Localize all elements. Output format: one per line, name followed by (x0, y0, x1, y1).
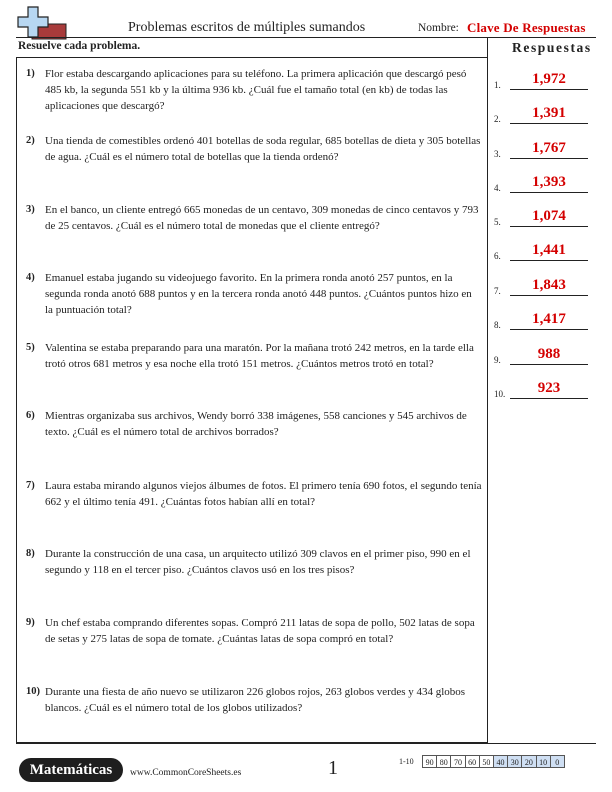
problem-number: 2) (26, 135, 35, 146)
problem-text: En el banco, un cliente entregó 665 monedas de un centavo, 309 monedas de cinco centavos y 793 de 25 centavos. ¿Cuál es el número total de monedas que el cliente entregó? (45, 204, 479, 232)
answer-value: 988 (537, 346, 561, 362)
problem-text: Durante una fiesta de año nuevo se utilizaron 226 globos rojos, 263 globos verdes y 434 globos blancos. ¿Cuál es el número total de los globos utilizados? (45, 686, 466, 714)
answer-number: 6. (494, 251, 501, 261)
problem-number: 1) (26, 68, 35, 79)
problem-number: 10) (26, 686, 40, 697)
answer-row-7 (494, 276, 594, 296)
problem-number: 9) (26, 617, 35, 628)
answers-header: Respuestas (512, 40, 592, 55)
answer-row-8 (494, 310, 594, 330)
subject-badge: Matemáticas (19, 758, 123, 782)
website-text: www.CommonCoreSheets.es (130, 768, 242, 778)
problem-text: Valentina se estaba preparando para una maratón. Por la mañana trotó 242 metros, en la tarde ella trotó otros 681 metros y esa noche ella trotó 151 metros. ¿Cuántos metros trotó en total? (45, 342, 474, 370)
score-cell: 30 (507, 755, 522, 768)
answer-value: 1,393 (532, 174, 566, 190)
problem-number: 8) (26, 548, 35, 559)
score-cell: 70 (450, 755, 465, 768)
score-cell: 60 (465, 755, 480, 768)
answer-line (510, 192, 588, 193)
answer-value: 1,441 (532, 242, 566, 258)
answer-row-1 (494, 70, 594, 90)
answer-number: 4. (494, 183, 501, 193)
answer-number: 8. (494, 320, 501, 330)
answer-line (510, 398, 588, 399)
score-cell: 50 (479, 755, 494, 768)
score-cell: 40 (493, 755, 508, 768)
answer-row-10 (494, 379, 594, 399)
answer-value: 1,843 (532, 277, 566, 293)
answer-value: 923 (537, 380, 561, 396)
answer-line (510, 295, 588, 296)
problem-text: Flor estaba descargando aplicaciones para su teléfono. La primera aplicación que descargó pesó 485 kb, la segunda 551 kb y la última 936 kb. ¿Cuál fue el tamaño total (en kb) de todas las aplicaciones que descargó? (45, 68, 467, 112)
answer-number: 1. (494, 80, 501, 90)
answer-row-6 (494, 241, 594, 261)
problem-number: 7) (26, 480, 35, 491)
answer-number: 3. (494, 149, 501, 159)
problem-text: Durante la construcción de una casa, un arquitecto utilizó 309 clavos en el primer piso, 990 en el segundo y 118 en el tercer piso. ¿Cuántos clavos usó en los tres pisos? (45, 548, 471, 576)
answer-value: 1,972 (532, 71, 566, 87)
score-cell: 20 (521, 755, 536, 768)
answer-line (510, 123, 588, 124)
answer-row-2 (494, 104, 594, 124)
answer-line (510, 158, 588, 159)
score-cell: 0 (550, 755, 565, 768)
name-value: Clave De Respuestas (467, 20, 586, 35)
answer-value: 1,074 (532, 208, 566, 224)
score-cell: 80 (436, 755, 451, 768)
problem-text: Mientras organizaba sus archivos, Wendy borró 338 imágenes, 558 canciones y 545 archivos de texto. ¿Cuál es el número total de archivos borrados? (45, 410, 467, 438)
problem-text: Una tienda de comestibles ordenó 401 botellas de soda regular, 685 botellas de dieta y 305 botellas de agua. ¿Cuál es el número total de botellas que la tienda ordenó? (45, 135, 481, 163)
problem-number: 3) (26, 204, 35, 215)
score-cell: 90 (422, 755, 437, 768)
answer-row-9 (494, 345, 594, 365)
worksheet-title: Problemas escritos de múltiples sumandos (128, 20, 366, 35)
answer-value: 1,417 (532, 311, 566, 327)
problem-number: 5) (26, 342, 35, 353)
answer-number: 5. (494, 217, 501, 227)
header-divider (16, 37, 596, 38)
problem-number: 4) (26, 272, 35, 283)
answer-line (510, 329, 588, 330)
answers-divider (487, 37, 488, 743)
answer-row-5 (494, 207, 594, 227)
problem-text: Laura estaba mirando algunos viejos álbumes de fotos. El primero tenía 690 fotos, el segundo tenía 662 y el último tenía 491. ¿Cuántas fotos habían allí en total? (45, 480, 482, 508)
answer-value: 1,767 (532, 140, 566, 156)
answer-number: 9. (494, 355, 501, 365)
answer-line (510, 89, 588, 90)
footer-divider (16, 743, 596, 744)
answer-row-4 (494, 173, 594, 193)
answer-number: 2. (494, 114, 501, 124)
answer-row-3 (494, 139, 594, 159)
answer-value: 1,391 (532, 105, 566, 121)
score-table (423, 755, 565, 768)
problem-text: Un chef estaba comprando diferentes sopas. Compró 211 latas de sopa de pollo, 502 latas de sopa de setas y 275 latas de sopa de tomate. ¿Cuántas latas de sopa compró en total? (45, 617, 475, 645)
name-label: Nombre: (418, 22, 459, 34)
problem-number: 6) (26, 410, 35, 421)
score-cell: 10 (536, 755, 551, 768)
answer-line (510, 364, 588, 365)
problems-box (16, 57, 488, 743)
answer-number: 10. (494, 389, 506, 399)
page-number: 1 (328, 757, 338, 779)
problem-text: Emanuel estaba jugando su videojuego favorito. En la primera ronda anotó 257 puntos, en la segunda ronda anotó 688 puntos y en la tercera ronda anotó 448 puntos. ¿Cuántos puntos hizo en la puntuación total? (45, 272, 472, 316)
answer-line (510, 260, 588, 261)
answer-number: 7. (494, 286, 501, 296)
instructions: Resuelve cada problema. (18, 40, 141, 52)
score-range-label: 1-10 (399, 757, 414, 766)
answer-line (510, 226, 588, 227)
